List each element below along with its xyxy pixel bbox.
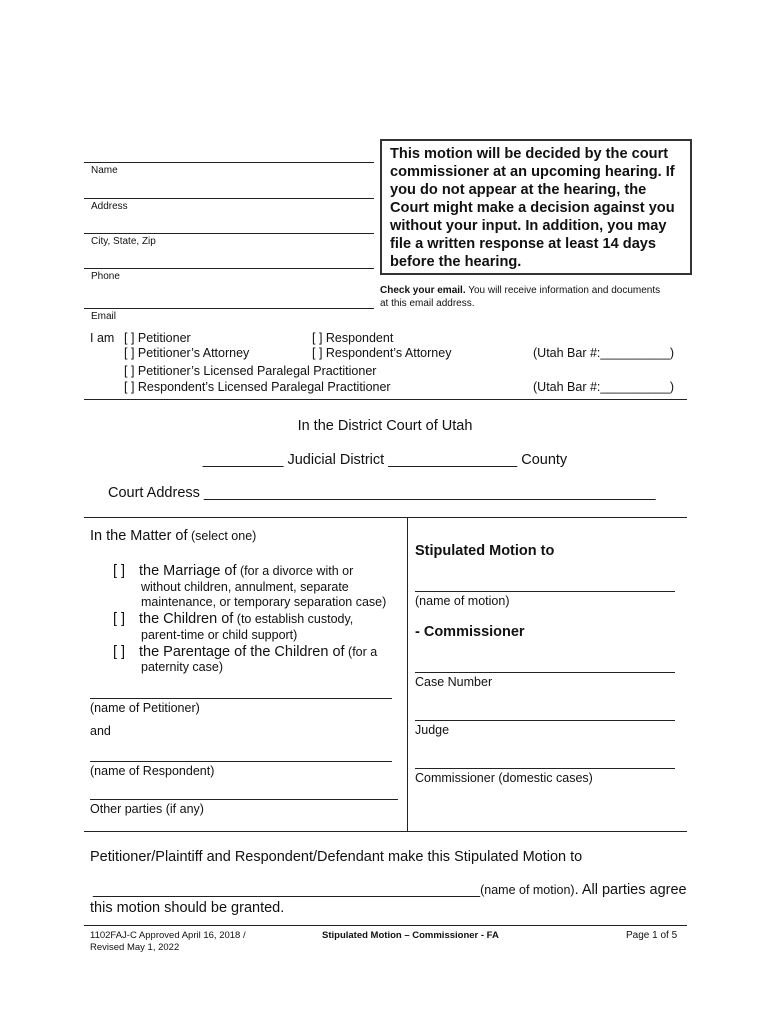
respondent-checkbox[interactable]: [ ] Respondent	[312, 331, 394, 345]
body-motion-line	[93, 882, 687, 898]
children-option-detail-2: parent-time or child support)	[141, 628, 298, 642]
marriage-option	[139, 563, 353, 579]
children-option-detail-1: (to establish custody,	[233, 612, 354, 626]
respondent-attorney-checkbox[interactable]: [ ] Respondent’s Attorney	[312, 346, 452, 360]
marriage-option-detail-2: without children, annulment, separate	[141, 580, 349, 594]
court-address-line[interactable]: Court Address ________________________________________________________	[108, 485, 656, 501]
body-agree: . All parties agree	[574, 882, 687, 898]
parentage-checkbox[interactable]: [ ]	[113, 644, 126, 660]
footer-form-id-2: Revised May 1, 2022	[90, 942, 180, 953]
body-name-of-motion: (name of motion)	[480, 883, 575, 897]
body-motion-blank[interactable]: ________________________________________________	[93, 882, 481, 898]
motion-name-line[interactable]	[415, 591, 675, 592]
judicial-district-line[interactable]: __________ Judicial District ________________ County	[202, 452, 568, 468]
other-parties-label: Other parties (if any)	[90, 802, 204, 816]
email-line[interactable]	[84, 308, 374, 309]
children-checkbox[interactable]: [ ]	[113, 611, 126, 627]
body-granted: this motion should be granted.	[90, 900, 285, 916]
petitioner-checkbox[interactable]: [ ] Petitioner	[124, 331, 191, 345]
footer-form-id	[90, 930, 246, 954]
petitioner-lpp-checkbox[interactable]: [ ] Petitioner’s Licensed Paralegal Practitioner	[124, 364, 377, 378]
footer-form-id-1: 1102FAJ-C Approved April 16, 2018 /	[90, 930, 246, 941]
case-number-label: Case Number	[415, 675, 493, 689]
marriage-option-main: the Marriage of	[139, 563, 237, 579]
children-option	[139, 611, 353, 627]
name-line[interactable]	[84, 162, 374, 163]
email-label: Email	[91, 311, 117, 322]
parentage-option	[139, 644, 377, 660]
commissioner-line[interactable]	[415, 768, 675, 769]
footer-title: Stipulated Motion – Commissioner - FA	[322, 930, 499, 941]
utah-bar-number-1[interactable]: (Utah Bar #:__________)	[533, 346, 675, 360]
respondent-name-label: (name of Respondent)	[90, 764, 215, 778]
phone-line[interactable]	[84, 268, 374, 269]
parentage-option-detail-2: paternity case)	[141, 660, 223, 674]
marriage-option-detail-1: (for a divorce with or	[236, 564, 354, 578]
body-intro: Petitioner/Plaintiff and Respondent/Defendant make this Stipulated Motion to	[90, 849, 583, 865]
petitioner-attorney-checkbox[interactable]: [ ] Petitioner’s Attorney	[124, 346, 250, 360]
children-option-main: the Children of	[139, 611, 234, 627]
hearing-notice-box	[380, 139, 692, 275]
phone-label: Phone	[91, 271, 120, 282]
in-the-matter-of-heading: In the Matter of	[90, 528, 188, 544]
email-note	[380, 284, 670, 310]
city-state-zip-line[interactable]	[84, 233, 374, 234]
address-line[interactable]	[84, 198, 374, 199]
judge-line[interactable]	[415, 720, 675, 721]
caption-top-rule	[84, 517, 687, 518]
and-label: and	[90, 724, 111, 738]
select-one-note: (select one)	[187, 529, 257, 543]
respondent-lpp-checkbox[interactable]: [ ] Respondent’s Licensed Paralegal Practitioner	[124, 380, 391, 394]
name-label: Name	[91, 165, 118, 176]
hearing-notice-text: This motion will be decided by the court commissioner at an upcoming hearing. If you do not appear at the hearing, the Court might make a decision against you without your input. In addition, you may file a written response at least 14 days before the hearing.	[390, 146, 675, 270]
role-divider	[84, 399, 687, 400]
email-note-text: You will receive information and documents at this email address.	[380, 285, 661, 309]
parentage-option-detail-1: (for a	[344, 645, 378, 659]
city-state-zip-label: City, State, Zip	[91, 236, 156, 247]
motion-name-label: (name of motion)	[415, 594, 510, 608]
marriage-checkbox[interactable]: [ ]	[113, 563, 126, 579]
caption-bottom-rule	[84, 831, 687, 832]
judge-label: Judge	[415, 723, 450, 737]
utah-bar-number-2[interactable]: (Utah Bar #:__________)	[533, 380, 675, 394]
other-parties-line[interactable]	[90, 799, 398, 800]
commissioner-heading: - Commissioner	[415, 624, 525, 640]
caption-column-divider	[407, 517, 408, 831]
petitioner-name-label: (name of Petitioner)	[90, 701, 200, 715]
in-the-matter-of	[90, 528, 256, 544]
address-label: Address	[91, 201, 128, 212]
parentage-option-main: the Parentage of the Children of	[139, 644, 345, 660]
stipulated-motion-title: Stipulated Motion to	[415, 543, 555, 559]
footer-page-number: Page 1 of 5	[626, 930, 678, 941]
i-am-label: I am	[90, 331, 115, 345]
email-note-bold: Check your email.	[380, 285, 466, 296]
footer-rule	[84, 925, 687, 926]
petitioner-name-line[interactable]	[90, 698, 392, 699]
court-title: In the District Court of Utah	[297, 418, 473, 434]
marriage-option-detail-3: maintenance, or temporary separation case)	[141, 595, 387, 609]
case-number-line[interactable]	[415, 672, 675, 673]
respondent-name-line[interactable]	[90, 761, 392, 762]
commissioner-label: Commissioner (domestic cases)	[415, 771, 593, 785]
